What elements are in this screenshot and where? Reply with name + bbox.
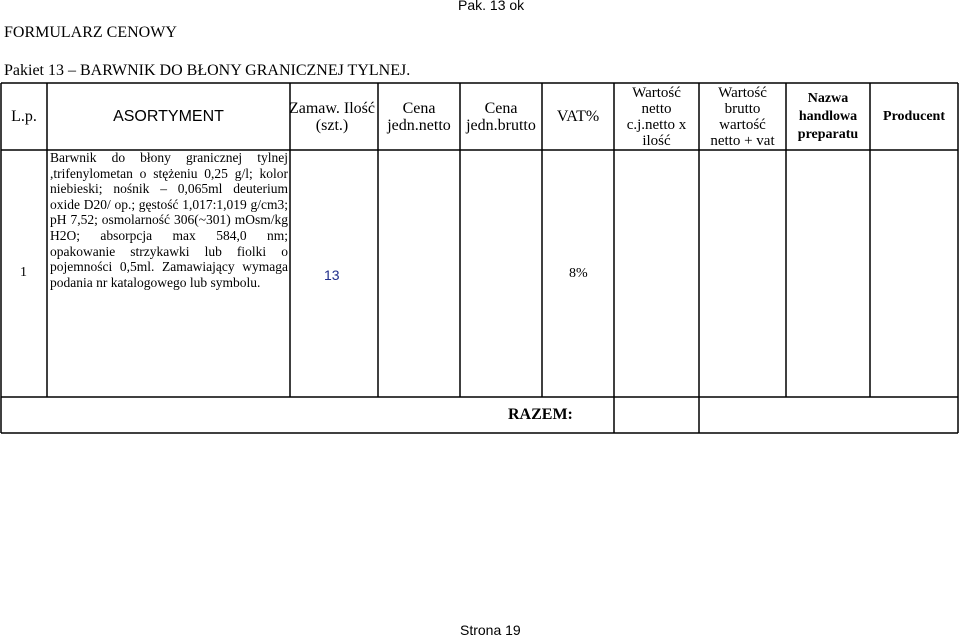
- header-gross-value-line3: wartość: [719, 116, 766, 133]
- header-gross-value: [699, 83, 786, 150]
- header-gross-value-line2: brutto: [724, 100, 761, 117]
- header-net-value: [614, 83, 699, 150]
- header-gross-value-line1: Wartość: [718, 84, 767, 101]
- header-producer-text: Producent: [883, 108, 945, 124]
- header-trade-name-line2: handlowa: [798, 108, 858, 124]
- header-quantity: [280, 84, 384, 150]
- header-assortment-text: ASORTYMENT: [113, 108, 224, 125]
- pack-label: Pak. 13 ok: [458, 0, 525, 13]
- total-label: RAZEM:: [508, 406, 573, 423]
- header-net-value-line1: Wartość: [632, 84, 681, 101]
- header-net-price-line2: jedn.netto: [387, 116, 451, 134]
- header-vat-text: VAT%: [556, 108, 600, 125]
- row-quantity: 13: [324, 267, 340, 283]
- row-lp: 1: [20, 265, 27, 280]
- page-footer: Strona 19: [460, 622, 521, 638]
- header-quantity-line2: (szt.): [315, 117, 349, 134]
- header-assortment: [47, 83, 290, 150]
- header-gross-price: [460, 83, 542, 150]
- header-net-value-line2: netto: [641, 100, 672, 117]
- header-net-value-line3: c.j.netto x: [626, 116, 687, 133]
- header-trade-name-line3: preparatu: [797, 126, 859, 142]
- header-producer: [870, 83, 958, 150]
- header-lp: [1, 83, 47, 150]
- row-vat: 8%: [569, 266, 588, 281]
- header-gross-price-line1: Cena: [484, 99, 518, 117]
- header-gross-value-line4: netto + vat: [710, 132, 775, 149]
- form-title: FORMULARZ CENOWY: [4, 24, 177, 41]
- header-gross-price-line2: jedn.brutto: [466, 116, 536, 134]
- row-description: Barwnik do błony granicznej tylnej ,trifenylometan o stężeniu 0,25 g/l; kolor niebieski; nośnik – 0,065ml deuterium oxide D20/ op.; gęstość 1,017:1,019 g/cm3; pH 7,52; osmolarność 306(~301) mOsm/kg H2O; absorpcja max 584,0 nm; opakowanie strzykawki lub fiolki o pojemności 0,5ml. Zamawiający wymaga podania nr katalogowego lub symbolu.: [50, 150, 288, 290]
- header-lp-text: L.p.: [11, 108, 37, 125]
- packet-title: Pakiet 13 – BARWNIK DO BŁONY GRANICZNEJ TYLNEJ.: [4, 62, 411, 79]
- header-net-price-line1: Cena: [402, 99, 436, 117]
- header-vat: [542, 83, 614, 150]
- header-trade-name: [786, 83, 870, 150]
- header-quantity-line1: Zamaw. Ilość: [288, 100, 376, 117]
- header-net-price: [378, 83, 460, 150]
- header-trade-name-line1: Nazwa: [807, 90, 849, 106]
- header-net-value-line4: ilość: [642, 132, 671, 149]
